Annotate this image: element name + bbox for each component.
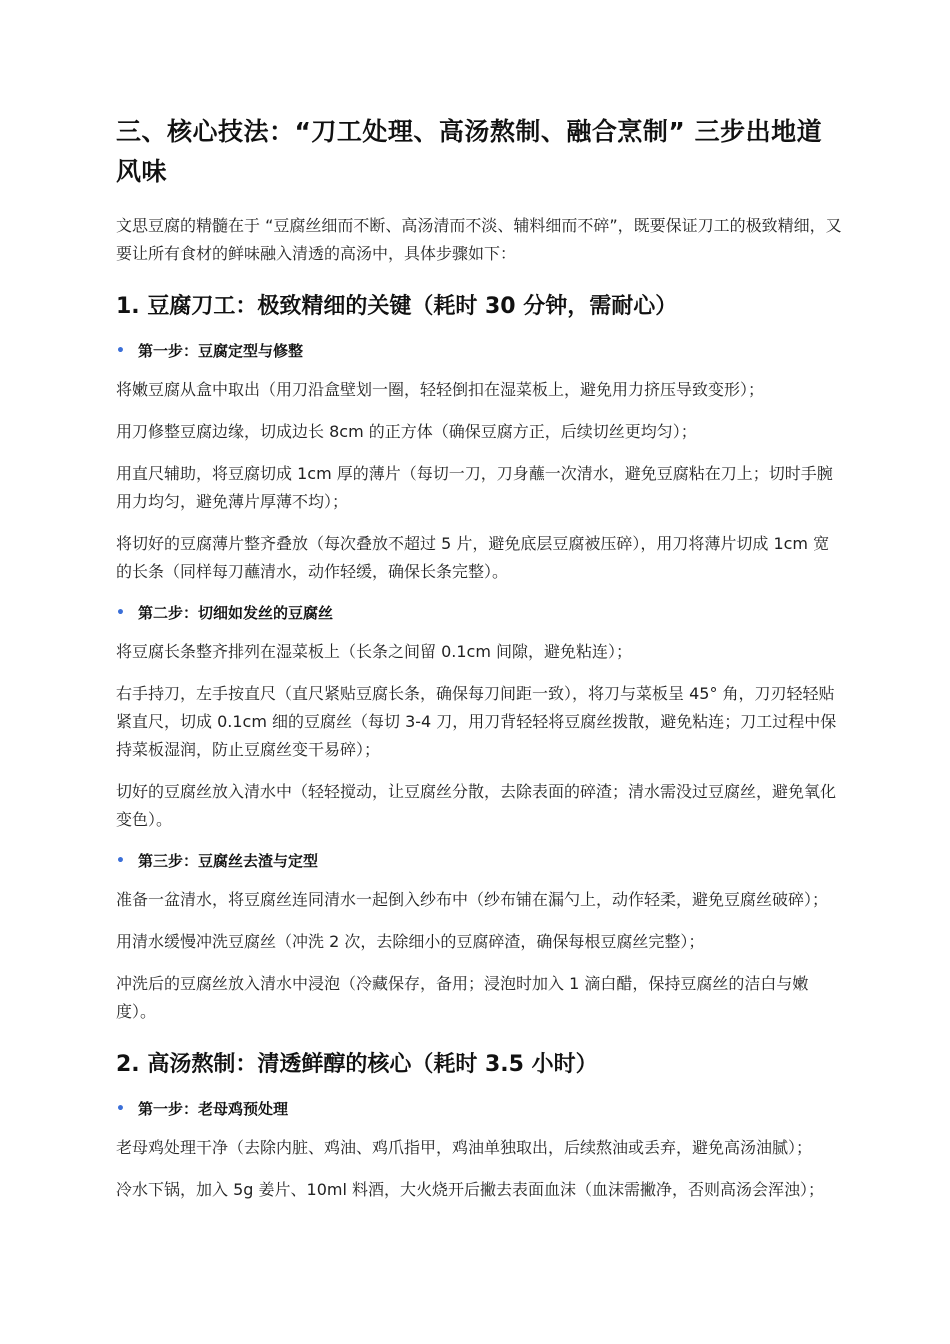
section-heading-knife-work: 1. 豆腐刀工：极致精细的关键（耗时 30 分钟，需耐心）: [116, 294, 678, 319]
step-heading: [116, 1096, 842, 1122]
step-paragraph: 用直尺辅助，将豆腐切成 1cm 厚的薄片（每切一刀，刀身蘸一次清水，避免豆腐粘在刀上；切时手腕用力均匀，避免薄片厚薄不均）；: [116, 464, 833, 511]
step-group: [116, 848, 842, 1026]
step-heading: [116, 338, 842, 364]
bullet-dot-icon: •: [116, 1101, 125, 1117]
step-paragraph: 冷水下锅，加入 5g 姜片、10ml 料酒，大火烧开后撇去表面血沫（血沫需撇净，否则高汤会浑浊）；: [116, 1180, 824, 1199]
bullet-dot-icon: •: [116, 605, 125, 621]
step-paragraph: 冲洗后的豆腐丝放入清水中浸泡（冷藏保存，备用；浸泡时加入 1 滴白醋，保持豆腐丝的洁白与嫩度）。: [116, 974, 809, 1021]
step-paragraph: 用刀修整豆腐边缘，切成边长 8cm 的正方体（确保豆腐方正，后续切丝更均匀）；: [116, 422, 697, 441]
step-label: 第一步：豆腐定型与修整: [138, 342, 304, 360]
step-paragraph: 右手持刀，左手按直尺（直尺紧贴豆腐长条，确保每刀间距一致），将刀与菜板呈 45° 角，刀刃轻轻贴紧直尺，切成 0.1cm 细的豆腐丝（每切 3-4 刀，用刀背轻轻将豆腐丝拨散，避免粘连；刀工过程中保持菜板湿润，防止豆腐丝变干易碎）；: [116, 684, 837, 759]
step-label: 第二步：切细如发丝的豆腐丝: [138, 604, 334, 622]
intro-paragraph: 文思豆腐的精髓在于 “豆腐丝细而不断、高汤清而不淡、辅料细而不碎”，既要保证刀工的极致精细，又要让所有食材的鲜味融入清透的高汤中，具体步骤如下：: [116, 216, 842, 263]
step-paragraph: 老母鸡处理干净（去除内脏、鸡油、鸡爪指甲，鸡油单独取出，后续熬油或丢弃，避免高汤油腻）；: [116, 1138, 813, 1157]
step-paragraph: 准备一盆清水，将豆腐丝连同清水一起倒入纱布中（纱布铺在漏勺上，动作轻柔，避免豆腐丝破碎）；: [116, 890, 829, 909]
step-label: 第三步：豆腐丝去渣与定型: [138, 852, 319, 870]
section-heading-broth: 2. 高汤熬制：清透鲜醇的核心（耗时 3.5 小时）: [116, 1052, 598, 1077]
step-heading: [116, 600, 842, 626]
step-paragraph: 将嫩豆腐从盒中取出（用刀沿盒壁划一圈，轻轻倒扣在湿菜板上，避免用力挤压导致变形）；: [116, 380, 765, 399]
step-paragraph: 将切好的豆腐薄片整齐叠放（每次叠放不超过 5 片，避免底层豆腐被压碎），用刀将薄片切成 1cm 宽的长条（同样每刀蘸清水，动作轻缓，确保长条完整）。: [116, 534, 830, 581]
step-group: [116, 600, 842, 834]
step-paragraph: 切好的豆腐丝放入清水中（轻轻搅动，让豆腐丝分散，去除表面的碎渣；清水需没过豆腐丝，避免氧化变色）。: [116, 782, 837, 829]
step-heading: [116, 848, 842, 874]
step-paragraph: 用清水缓慢冲洗豆腐丝（冲洗 2 次，去除细小的豆腐碎渣，确保每根豆腐丝完整）；: [116, 932, 705, 951]
step-group: [116, 1096, 842, 1204]
step-label: 第一步：老母鸡预处理: [138, 1100, 289, 1118]
step-paragraph: 将豆腐长条整齐排列在湿菜板上（长条之间留 0.1cm 间隙，避免粘连）；: [116, 642, 633, 661]
bullet-dot-icon: •: [116, 853, 125, 869]
step-group: [116, 338, 842, 586]
page-title: 三、核心技法：“刀工处理、高汤熬制、融合烹制” 三步出地道风味: [116, 117, 823, 186]
bullet-dot-icon: •: [116, 343, 125, 359]
document-page: [116, 112, 842, 1218]
